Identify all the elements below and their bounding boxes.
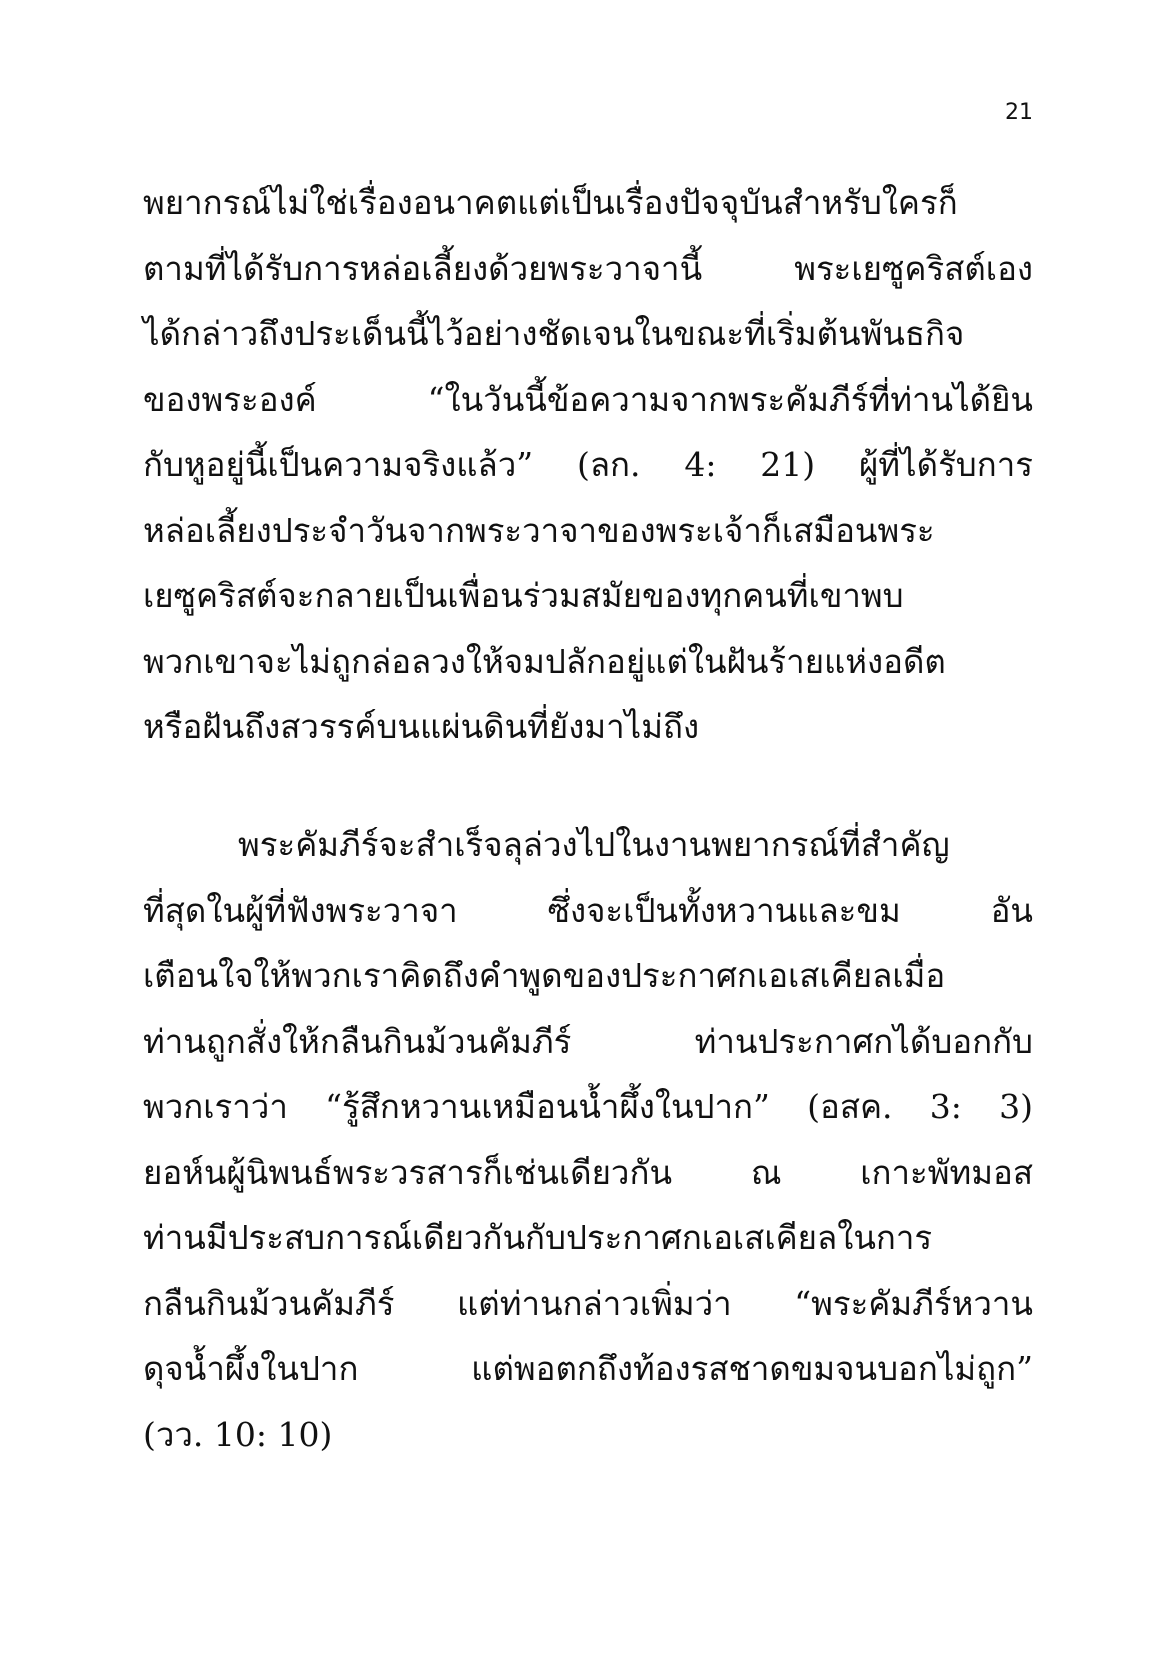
paragraph-1 [143,170,1033,760]
text-line: เตือนใจให้พวกเราคิดถึงคำพูดของประกาศกเอเสเคียลเมื่อ [143,956,946,995]
text-line: พวกเราว่า “รู้สึกหวานเหมือนน้ำผึ้งในปาก” (อสค. 3: 3) [143,1087,1033,1126]
page-number: 21 [1005,100,1033,125]
text-line: ของพระองค์ “ในวันนี้ข้อความจากพระคัมภีร์ที่ท่านได้ยิน [143,379,1033,419]
text-line: ท่านมีประสบการณ์เดียวกันกับประกาศกเอเสเคียลในการ [143,1218,933,1257]
text-line: เยซูคริสต์จะกลายเป็นเพื่อนร่วมสมัยของทุกคนที่เขาพบ [143,576,904,615]
text-line: ได้กล่าวถึงประเด็นนี้ไว้อย่างชัดเจนในขณะที่เริ่มต้นพันธกิจ [143,314,965,353]
text-line: พระคัมภีร์จะสำเร็จลุล่วงไปในงานพยากรณ์ที่สำคัญ [238,825,950,864]
text-line: กลืนกินม้วนคัมภีร์ แต่ท่านกล่าวเพิ่มว่า “พระคัมภีร์หวาน [143,1283,1033,1323]
text-line: ยอห์นผู้นิพนธ์พระวรสารก็เช่นเดียวกัน ณ เกาะพัทมอส [143,1152,1033,1192]
text-line: กับหูอยู่นี้เป็นความจริงแล้ว” (ลก. 4: 21) ผู้ที่ได้รับการ [143,445,1033,484]
text-line: (วว. 10: 10) [143,1414,333,1454]
text-line: พยากรณ์ไม่ใช่เรื่องอนาคตแต่เป็นเรื่องปัจจุบันสำหรับใครก็ [143,183,958,222]
text-line: พวกเขาจะไม่ถูกล่อลวงให้จมปลักอยู่แต่ในฝันร้ายแห่งอดีต [143,641,946,681]
text-line: ที่สุดในผู้ที่ฟังพระวาจา ซึ่งจะเป็นทั้งหวานและขม อัน [143,890,1033,930]
text-line: ตามที่ได้รับการหล่อเลี้ยงด้วยพระวาจานี้ พระเยซูคริสต์เอง [143,248,1033,288]
text-line: หล่อเลี้ยงประจำวันจากพระวาจาของพระเจ้าก็เสมือนพระ [143,510,935,550]
text-line: ท่านถูกสั่งให้กลืนกินม้วนคัมภีร์ ท่านประกาศกได้บอกกับ [143,1021,1033,1061]
text-line: หรือฝันถึงสวรรค์บนแผ่นดินที่ยังมาไม่ถึง [143,707,700,746]
text-line: ดุจน้ำผึ้งในปาก แต่พอตกถึงท้องรสชาดขมจนบอกไม่ถูก” [143,1349,1033,1388]
paragraph-2 [143,812,1033,1467]
